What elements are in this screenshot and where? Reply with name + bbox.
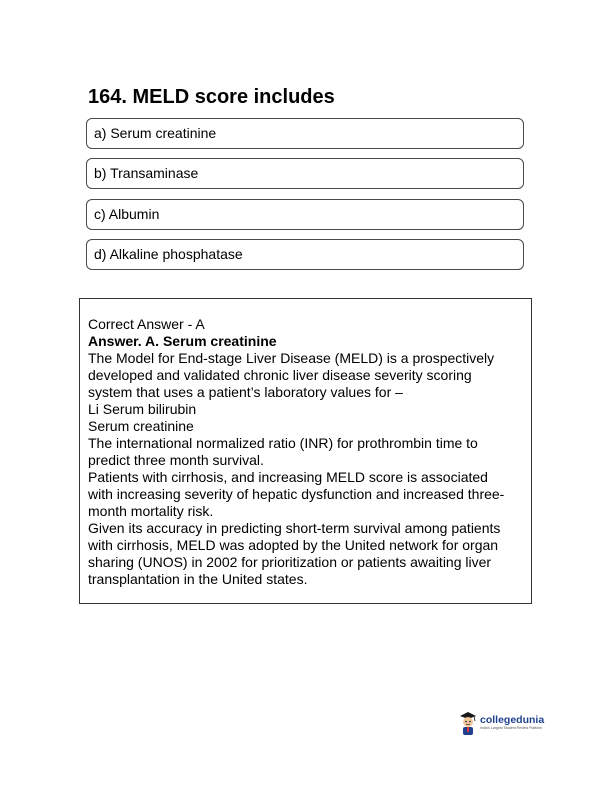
answer-heading: Answer. A. Serum creatinine [88,333,277,349]
explanation-line: Patients with cirrhosis, and increasing MELD score is associated [88,469,488,485]
explanation-line: developed and validated chronic liver disease severity scoring [88,367,472,383]
explanation-line: sharing (UNOS) in 2002 for prioritization or patients awaiting liver [88,554,492,570]
answer-explanation-box [79,298,532,604]
explanation-line: The international normalized ratio (INR) for prothrombin time to [88,435,478,451]
explanation-line: The Model for End-stage Liver Disease (MELD) is a prospectively [88,350,495,366]
correct-answer-label: Correct Answer - A [88,316,205,332]
explanation-line: with increasing severity of hepatic dysfunction and increased three- [88,486,505,502]
question-title: 164. MELD score includes [88,86,335,108]
collegedunia-logo [458,710,544,736]
explanation-line: predict three month survival. [88,452,264,468]
option-a[interactable]: a) Serum creatinine [86,118,524,149]
option-d[interactable]: d) Alkaline phosphatase [86,239,524,270]
explanation-line: Li Serum bilirubin [88,401,197,417]
explanation-line: transplantation in the United states. [88,571,308,587]
explanation-line: month mortality risk. [88,503,214,519]
option-b[interactable]: b) Transaminase [86,158,524,189]
explanation-line: with cirrhosis, MELD was adopted by the United network for organ [88,537,499,553]
explanation-line: system that uses a patient’s laboratory values for – [88,384,403,400]
brand-name: collegedunia [480,714,545,726]
explanation-line: Serum creatinine [88,418,194,434]
mascot-icon [458,710,478,736]
brand-tagline: India's Largest Student Review Platform [480,726,543,730]
explanation-line: Given its accuracy in predicting short-term survival among patients [88,520,501,536]
option-c[interactable]: c) Albumin [86,199,524,230]
